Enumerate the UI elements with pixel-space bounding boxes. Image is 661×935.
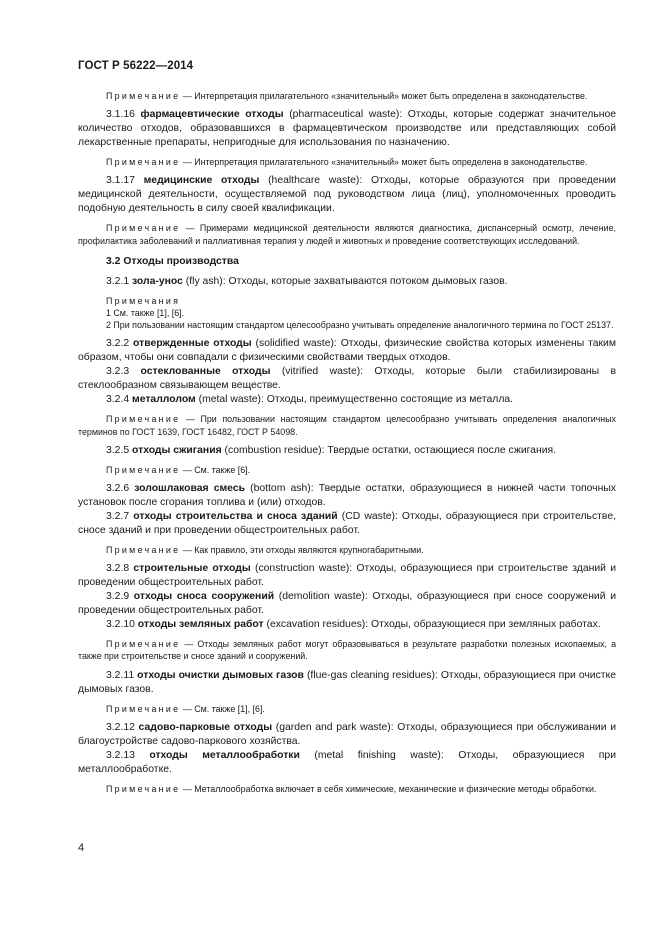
note: Примечание — Интерпретация прилагательного «значительный» может быть определена в законодательстве. (106, 157, 588, 168)
note: Примечание — См. также [1], [6]. (106, 703, 265, 714)
term-name: медицинские отходы (143, 175, 260, 187)
term-3-1-17: 3.1.17 медицинские отходы (healthcare waste): Отходы, которые образуются при проведении медицинской деятельности, осуществляемой под руководством лица (лиц), уполномоченных проводить подобную деятельность в силу своей квалификации. (78, 175, 616, 215)
term-3-2-10: 3.2.10 отходы земляных работ (excavation residues): Отходы, образующиеся при земляных работах. (106, 619, 601, 631)
page-number: 4 (78, 842, 85, 854)
note: Примечание — Как правило, эти отходы являются крупногабаритными. (106, 545, 424, 556)
term-name: отвержденные отходы (133, 338, 252, 350)
note: Примечание — Отходы земляных работ могут образовываться в результате разработки полезных ископаемых, а также при строительстве и сносе зданий и сооружений. (78, 639, 617, 662)
note: Примечание — Примерами медицинской деятельности являются диагностика, диспансерный осмотр, лечение, профилактика заболеваний и паллиативная терапия у людей и животных и проведение соответствующих исследований. (78, 223, 616, 246)
term-3-2-7: 3.2.7 отходы строительства и сноса зданий (CD waste): Отходы, образующиеся при строительстве, сносе зданий и при проведении общестроительных работ. (78, 511, 616, 537)
term-name: отходы металлообработки (149, 749, 300, 761)
term-name: отходы строительства и сноса зданий (133, 511, 338, 523)
term-name: зола-унос (132, 275, 183, 287)
term-3-2-8: 3.2.8 строительные отходы (construction waste): Отходы, образующиеся при строительстве зданий и проведении общестроительных работ. (78, 563, 617, 589)
section-heading-3-2: 3.2 Отходы производства (106, 255, 239, 267)
term-name: фармацевтические отходы (140, 109, 284, 121)
term-name: строительные отходы (133, 563, 251, 575)
term-3-2-6: 3.2.6 золошлаковая смесь (bottom ash): Твердые остатки, образующиеся в нижней части топочных установок после сгорания топлива и (или) отходов. (78, 483, 616, 509)
note: Примечание — Интерпретация прилагательного «значительный» может быть определена в законодательстве. (106, 91, 588, 101)
note-label: Примечание (106, 91, 181, 101)
term-name: отходы очистки дымовых газов (137, 669, 304, 681)
term-name: золошлаковая смесь (134, 483, 245, 495)
note: Примечание — Металлообработка включает в себя химические, механические и физические методы обработки. (106, 783, 597, 794)
note: Примечание — При пользовании настоящим стандартом целесообразно учитывать определения аналогичных терминов по ГОСТ 1639, ГОСТ 16482, ГОСТ Р 54098. (78, 414, 616, 437)
notes-label: Примечания (106, 295, 181, 306)
term-3-2-2: 3.2.2 отвержденные отходы (solidified waste): Отходы, физические свойства которых изменены таким образом, чтобы они совпадали с физическими свойствами твердых отходов. (78, 338, 616, 364)
term-3-2-9: 3.2.9 отходы сноса сооружений (demolition waste): Отходы, образующиеся при сносе сооружений и проведении общестроительных работ. (78, 591, 617, 617)
note: Примечание — См. также [6]. (106, 464, 251, 475)
term-3-2-1: 3.2.1 зола-унос (fly ash): Отходы, которые захватываются потоком дымовых газов. (106, 275, 508, 287)
note-item-2: 2 При пользовании настоящим стандартом целесообразно учитывать определение аналогичного термина по ГОСТ 25137. (106, 320, 614, 331)
term-name: отходы сжигания (132, 444, 222, 456)
term-name: металлолом (132, 394, 196, 406)
term-name: садово-парковые отходы (138, 721, 273, 733)
document-code: ГОСТ Р 56222—2014 (78, 60, 194, 72)
page-content (78, 90, 616, 795)
term-name: остеклованные отходы (140, 366, 271, 378)
term-3-2-12: 3.2.12 садово-парковые отходы (garden and park waste): Отходы, образующиеся при обслуживании и благоустройстве садово-паркового хозяйства. (78, 721, 616, 747)
term-3-2-3: 3.2.3 остеклованные отходы (vitrified waste): Отходы, которые были стабилизированы в стеклообразном связывающем веществе. (78, 366, 616, 392)
term-3-2-13: 3.2.13 отходы металлообработки (metal finishing waste): Отходы, образующиеся при металлообработке. (78, 749, 617, 775)
term-3-1-16: 3.1.16 фармацевтические отходы (pharmaceutical waste): Отходы, которые содержат значительное количество отходов, образовавшихся в фармацевтическом производстве или представляющих собой лекарственные препараты, непригодные для использования по назначению. (78, 109, 617, 149)
term-3-2-11: 3.2.11 отходы очистки дымовых газов (flue-gas cleaning residues): Отходы, образующиеся при очистке дымовых газов. (78, 669, 616, 695)
term-3-2-5: 3.2.5 отходы сжигания (combustion residue): Твердые остатки, остающиеся после сжигания. (106, 444, 557, 456)
term-3-2-4: 3.2.4 металлолом (metal waste): Отходы, преимущественно состоящие из металла. (106, 394, 514, 406)
term-name: отходы сноса сооружений (133, 591, 275, 603)
note-item-1: 1 См. также [1], [6]. (106, 308, 185, 319)
term-name: отходы земляных работ (137, 619, 264, 631)
